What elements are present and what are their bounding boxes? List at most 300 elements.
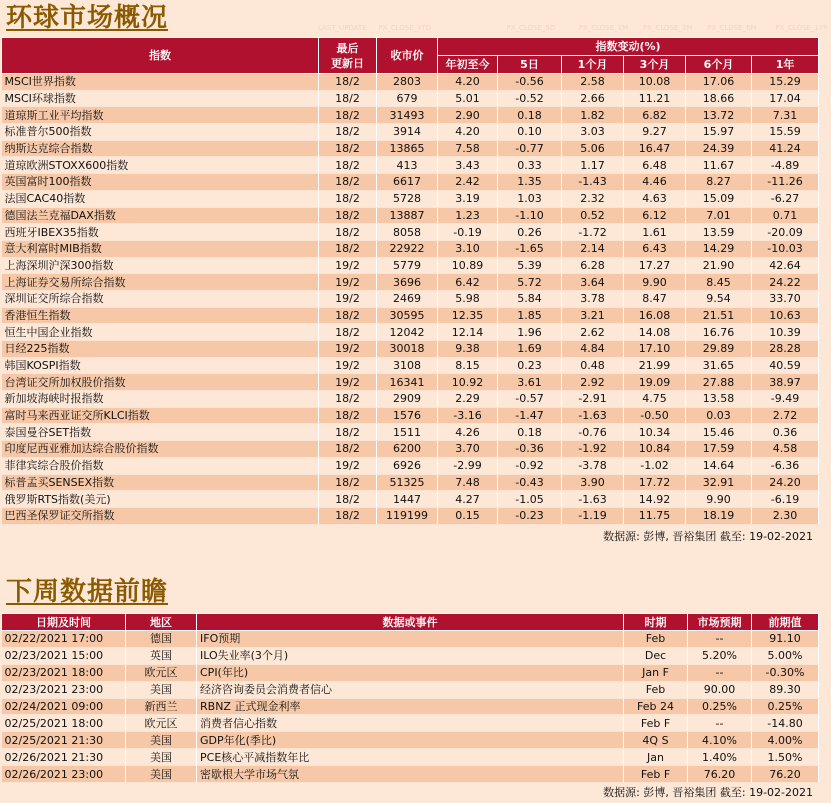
cell-datetime: 02/24/2021 09:00 (2, 698, 126, 715)
field-code-labels (318, 24, 828, 34)
cell-forecast: 1.40% (688, 749, 752, 766)
cell-6m: 32.91 (686, 474, 752, 491)
cell-close: 6200 (377, 441, 438, 458)
cell-5d: -1.10 (498, 207, 562, 224)
cell-event: 密歇根大学市场气氛 (197, 766, 624, 783)
cell-ytd: 8.15 (438, 357, 498, 374)
cell-last-update: 18/2 (319, 441, 377, 458)
cell-ytd: 3.10 (438, 240, 498, 257)
cell-3m: 17.10 (624, 341, 686, 358)
table-row (2, 474, 819, 491)
cell-3m: 16.47 (624, 140, 686, 157)
table-row (2, 698, 819, 715)
cell-ytd: 10.92 (438, 374, 498, 391)
table-row (2, 240, 819, 257)
section-title-week-ahead: 下周数据前瞻 (6, 577, 169, 607)
cell-last-update: 18/2 (319, 391, 377, 408)
col-header-last-update-line2: 更新日 (331, 56, 364, 70)
cell-last-update: 18/2 (319, 474, 377, 491)
cell-index-name: 意大利富时MIB指数 (2, 240, 319, 257)
cell-1m: 2.66 (562, 90, 624, 107)
cell-index-name: 法国CAC40指数 (2, 190, 319, 207)
cell-5d: -0.56 (498, 74, 562, 91)
cell-ytd: 2.42 (438, 174, 498, 191)
cell-6m: 11.67 (686, 157, 752, 174)
cell-ytd: 0.15 (438, 507, 498, 524)
col-header-event: 数据或事件 (197, 614, 624, 631)
cell-6m: 16.76 (686, 324, 752, 341)
cell-period: Feb F (624, 766, 688, 783)
cell-last-update: 18/2 (319, 491, 377, 508)
cell-index-name: 日经225指数 (2, 341, 319, 358)
cell-1m: -0.76 (562, 424, 624, 441)
cell-previous: -0.30% (752, 664, 819, 681)
cell-close: 1576 (377, 407, 438, 424)
table-row (2, 257, 819, 274)
cell-event: RBNZ 正式现金利率 (197, 698, 624, 715)
cell-period: Feb (624, 681, 688, 698)
cell-1y: 7.31 (752, 107, 819, 124)
cell-close: 6926 (377, 457, 438, 474)
cell-last-update: 18/2 (319, 507, 377, 524)
cell-close: 30018 (377, 341, 438, 358)
cell-close: 30595 (377, 307, 438, 324)
cell-1y: -4.89 (752, 157, 819, 174)
cell-datetime: 02/23/2021 23:00 (2, 681, 126, 698)
cell-5d: 5.39 (498, 257, 562, 274)
cell-datetime: 02/25/2021 21:30 (2, 732, 126, 749)
cell-last-update: 18/2 (319, 124, 377, 141)
col-header-period: 时期 (624, 614, 688, 631)
table-row (2, 307, 819, 324)
data-source-note: 数据源: 彭博, 晋裕集团 截至: 19-02-2021 (603, 786, 813, 799)
cell-ytd: 2.90 (438, 107, 498, 124)
cell-ytd: -3.16 (438, 407, 498, 424)
cell-last-update: 19/2 (319, 341, 377, 358)
cell-1y: 2.30 (752, 507, 819, 524)
col-header-index: 指数 (2, 38, 319, 74)
cell-3m: 10.34 (624, 424, 686, 441)
cell-3m: 14.92 (624, 491, 686, 508)
cell-3m: 4.75 (624, 391, 686, 408)
cell-3m: 6.48 (624, 157, 686, 174)
cell-index-name: 巴西圣保罗证交所指数 (2, 507, 319, 524)
cell-5d: 0.18 (498, 107, 562, 124)
cell-region: 美国 (126, 732, 197, 749)
cell-index-name: 道琼斯工业平均指数 (2, 107, 319, 124)
table-row (2, 407, 819, 424)
cell-datetime: 02/22/2021 17:00 (2, 631, 126, 648)
cell-5d: 0.23 (498, 357, 562, 374)
cell-5d: -0.77 (498, 140, 562, 157)
cell-1m: 3.78 (562, 290, 624, 307)
cell-5d: 1.85 (498, 307, 562, 324)
cell-6m: 14.29 (686, 240, 752, 257)
cell-index-name: 泰国曼谷SET指数 (2, 424, 319, 441)
cell-close: 119199 (377, 507, 438, 524)
cell-6m: 15.09 (686, 190, 752, 207)
cell-1y: 4.58 (752, 441, 819, 458)
cell-1m: -1.19 (562, 507, 624, 524)
cell-last-update: 18/2 (319, 107, 377, 124)
cell-ytd: 10.89 (438, 257, 498, 274)
cell-previous: 91.10 (752, 631, 819, 648)
cell-5d: 1.96 (498, 324, 562, 341)
cell-1y: -6.27 (752, 190, 819, 207)
cell-6m: 8.27 (686, 174, 752, 191)
cell-region: 英国 (126, 647, 197, 664)
table-row (2, 274, 819, 291)
cell-datetime: 02/26/2021 21:30 (2, 749, 126, 766)
cell-1m: 2.62 (562, 324, 624, 341)
cell-close: 3108 (377, 357, 438, 374)
cell-datetime: 02/25/2021 18:00 (2, 715, 126, 732)
cell-5d: -0.23 (498, 507, 562, 524)
table-row (2, 424, 819, 441)
cell-datetime: 02/23/2021 18:00 (2, 664, 126, 681)
cell-1y: -10.03 (752, 240, 819, 257)
col-header-last-update-line1: 最后 (336, 41, 359, 55)
col-header-1y: 1年 (752, 56, 819, 74)
cell-forecast: 5.20% (688, 647, 752, 664)
cell-period: Jan (624, 749, 688, 766)
cell-1m: -1.72 (562, 224, 624, 241)
cell-3m: 10.08 (624, 74, 686, 91)
cell-3m: -0.50 (624, 407, 686, 424)
cell-close: 5728 (377, 190, 438, 207)
col-header-forecast: 市场预期 (688, 614, 752, 631)
cell-ytd: 12.35 (438, 307, 498, 324)
table-row (2, 391, 819, 408)
cell-1m: -1.63 (562, 491, 624, 508)
cell-5d: -0.52 (498, 90, 562, 107)
cell-6m: 13.72 (686, 107, 752, 124)
cell-index-name: 道琼欧洲STOXX600指数 (2, 157, 319, 174)
cell-last-update: 18/2 (319, 157, 377, 174)
cell-region: 新西兰 (126, 698, 197, 715)
cell-3m: 6.43 (624, 240, 686, 257)
cell-6m: 31.65 (686, 357, 752, 374)
cell-close: 51325 (377, 474, 438, 491)
cell-ytd: -2.99 (438, 457, 498, 474)
table-row (2, 341, 819, 358)
table-row (2, 664, 819, 681)
cell-ytd: 7.48 (438, 474, 498, 491)
cell-last-update: 18/2 (319, 407, 377, 424)
cell-5d: 0.26 (498, 224, 562, 241)
cell-index-name: 纳斯达克综合指数 (2, 140, 319, 157)
cell-1m: 1.17 (562, 157, 624, 174)
cell-datetime: 02/23/2021 15:00 (2, 647, 126, 664)
cell-1y: 33.70 (752, 290, 819, 307)
field-code: PX_CLOSE_6M (707, 24, 757, 32)
cell-1m: 2.32 (562, 190, 624, 207)
cell-3m: 17.27 (624, 257, 686, 274)
table-row (2, 491, 819, 508)
cell-6m: 21.90 (686, 257, 752, 274)
data-source-note: 数据源: 彭博, 晋裕集团 截至: 19-02-2021 (603, 530, 813, 543)
table-row (2, 174, 819, 191)
cell-last-update: 19/2 (319, 357, 377, 374)
cell-close: 31493 (377, 107, 438, 124)
cell-last-update: 18/2 (319, 424, 377, 441)
table-row (2, 140, 819, 157)
global-markets-table (1, 37, 819, 525)
cell-5d: -1.65 (498, 240, 562, 257)
cell-5d: 1.03 (498, 190, 562, 207)
cell-1y: -6.19 (752, 491, 819, 508)
cell-1y: -9.49 (752, 391, 819, 408)
cell-forecast: 4.10% (688, 732, 752, 749)
cell-1y: 10.63 (752, 307, 819, 324)
table-row (2, 715, 819, 732)
table-row (2, 157, 819, 174)
cell-ytd: 5.01 (438, 90, 498, 107)
cell-6m: 9.90 (686, 491, 752, 508)
cell-index-name: 富时马来西亚证交所KLCI指数 (2, 407, 319, 424)
cell-event: PCE核心平减指数年比 (197, 749, 624, 766)
cell-index-name: MSCI环球指数 (2, 90, 319, 107)
cell-ytd: 3.70 (438, 441, 498, 458)
cell-6m: 27.88 (686, 374, 752, 391)
cell-datetime: 02/26/2021 23:00 (2, 766, 126, 783)
cell-close: 2469 (377, 290, 438, 307)
cell-6m: 9.54 (686, 290, 752, 307)
cell-period: Dec (624, 647, 688, 664)
cell-1y: -6.36 (752, 457, 819, 474)
table-row (2, 631, 819, 648)
cell-ytd: 5.98 (438, 290, 498, 307)
cell-index-name: 深圳证交所综合指数 (2, 290, 319, 307)
cell-3m: 1.61 (624, 224, 686, 241)
cell-previous: 89.30 (752, 681, 819, 698)
cell-last-update: 18/2 (319, 307, 377, 324)
cell-1m: 3.64 (562, 274, 624, 291)
field-code: PX_CLOSE_5D (506, 24, 556, 32)
cell-5d: 0.10 (498, 124, 562, 141)
table-row (2, 224, 819, 241)
cell-1y: 28.28 (752, 341, 819, 358)
cell-6m: 8.45 (686, 274, 752, 291)
cell-5d: -0.92 (498, 457, 562, 474)
cell-3m: 17.72 (624, 474, 686, 491)
col-header-last-update (319, 38, 377, 74)
cell-ytd: 12.14 (438, 324, 498, 341)
cell-forecast: 90.00 (688, 681, 752, 698)
cell-6m: 0.03 (686, 407, 752, 424)
table-row (2, 324, 819, 341)
cell-1y: 15.59 (752, 124, 819, 141)
cell-5d: 5.84 (498, 290, 562, 307)
cell-close: 3696 (377, 274, 438, 291)
cell-1m: -1.43 (562, 174, 624, 191)
cell-5d: -0.43 (498, 474, 562, 491)
cell-6m: 15.46 (686, 424, 752, 441)
cell-region: 欧元区 (126, 664, 197, 681)
cell-index-name: 英国富时100指数 (2, 174, 319, 191)
cell-3m: 10.84 (624, 441, 686, 458)
cell-index-name: 标普孟买SENSEX指数 (2, 474, 319, 491)
cell-1m: 3.21 (562, 307, 624, 324)
cell-1y: 0.36 (752, 424, 819, 441)
table-row (2, 766, 819, 783)
cell-close: 2803 (377, 74, 438, 91)
cell-previous: 4.00% (752, 732, 819, 749)
cell-5d: 0.33 (498, 157, 562, 174)
cell-close: 8058 (377, 224, 438, 241)
cell-5d: -0.36 (498, 441, 562, 458)
cell-last-update: 18/2 (319, 324, 377, 341)
cell-6m: 15.97 (686, 124, 752, 141)
cell-index-name: 印度尼西亚雅加达综合股价指数 (2, 441, 319, 458)
cell-ytd: 3.43 (438, 157, 498, 174)
col-header-1m: 1个月 (562, 56, 624, 74)
cell-1y: 40.59 (752, 357, 819, 374)
cell-5d: 1.69 (498, 341, 562, 358)
cell-3m: 6.12 (624, 207, 686, 224)
cell-1m: 2.58 (562, 74, 624, 91)
table-row (2, 749, 819, 766)
cell-event: 经济咨询委员会消费者信心 (197, 681, 624, 698)
cell-1m: -2.91 (562, 391, 624, 408)
table-row (2, 207, 819, 224)
cell-previous: -14.80 (752, 715, 819, 732)
table-row (2, 190, 819, 207)
cell-last-update: 18/2 (319, 140, 377, 157)
cell-last-update: 19/2 (319, 290, 377, 307)
cell-5d: -0.57 (498, 391, 562, 408)
cell-1m: -3.78 (562, 457, 624, 474)
cell-period: Feb 24 (624, 698, 688, 715)
cell-3m: 6.82 (624, 107, 686, 124)
cell-last-update: 19/2 (319, 274, 377, 291)
cell-5d: -1.05 (498, 491, 562, 508)
cell-6m: 21.51 (686, 307, 752, 324)
cell-6m: 13.58 (686, 391, 752, 408)
cell-1m: 3.03 (562, 124, 624, 141)
col-header-datetime: 日期及时间 (2, 614, 126, 631)
cell-forecast: -- (688, 631, 752, 648)
field-code: PX_CLOSE_YTD (378, 24, 432, 32)
cell-close: 679 (377, 90, 438, 107)
cell-1m: 5.06 (562, 140, 624, 157)
cell-1m: 6.28 (562, 257, 624, 274)
cell-previous: 5.00% (752, 647, 819, 664)
cell-index-name: 德国法兰克福DAX指数 (2, 207, 319, 224)
table-row (2, 74, 819, 91)
table-row (2, 732, 819, 749)
cell-index-name: 台湾证交所加权股价指数 (2, 374, 319, 391)
cell-close: 1511 (377, 424, 438, 441)
cell-close: 2909 (377, 391, 438, 408)
cell-last-update: 18/2 (319, 224, 377, 241)
cell-close: 1447 (377, 491, 438, 508)
cell-index-name: 西班牙IBEX35指数 (2, 224, 319, 241)
cell-index-name: 香港恒生指数 (2, 307, 319, 324)
cell-last-update: 18/2 (319, 190, 377, 207)
cell-last-update: 19/2 (319, 374, 377, 391)
cell-last-update: 18/2 (319, 240, 377, 257)
cell-event: ILO失业率(3个月) (197, 647, 624, 664)
cell-1y: -20.09 (752, 224, 819, 241)
table-row (2, 681, 819, 698)
cell-1m: 2.92 (562, 374, 624, 391)
cell-3m: 9.27 (624, 124, 686, 141)
cell-1m: -1.92 (562, 441, 624, 458)
cell-6m: 17.06 (686, 74, 752, 91)
field-code: PX_CLOSE_3M (642, 24, 693, 32)
cell-1m: 0.52 (562, 207, 624, 224)
cell-ytd: 9.38 (438, 341, 498, 358)
cell-event: CPI(年比) (197, 664, 624, 681)
cell-event: IFO预期 (197, 631, 624, 648)
cell-ytd: 3.19 (438, 190, 498, 207)
cell-forecast: 0.25% (688, 698, 752, 715)
field-code: PX_CLOSE_1YR (775, 24, 828, 32)
cell-3m: -1.02 (624, 457, 686, 474)
field-code: PX_CLOSE_1M (578, 24, 629, 32)
cell-period: Feb (624, 631, 688, 648)
cell-event: GDP年化(季比) (197, 732, 624, 749)
cell-3m: 16.08 (624, 307, 686, 324)
cell-5d: 5.72 (498, 274, 562, 291)
cell-close: 413 (377, 157, 438, 174)
cell-6m: 7.01 (686, 207, 752, 224)
cell-last-update: 18/2 (319, 207, 377, 224)
cell-index-name: MSCI世界指数 (2, 74, 319, 91)
cell-period: 4Q S (624, 732, 688, 749)
cell-close: 22922 (377, 240, 438, 257)
cell-1y: 42.64 (752, 257, 819, 274)
section-title-global-markets: 环球市场概况 (6, 3, 169, 33)
cell-period: Feb F (624, 715, 688, 732)
cell-5d: 1.35 (498, 174, 562, 191)
cell-6m: 14.64 (686, 457, 752, 474)
cell-index-name: 恒生中国企业指数 (2, 324, 319, 341)
table-row (2, 357, 819, 374)
cell-close: 13887 (377, 207, 438, 224)
table-row (2, 374, 819, 391)
cell-close: 12042 (377, 324, 438, 341)
cell-close: 16341 (377, 374, 438, 391)
col-header-3m: 3个月 (624, 56, 686, 74)
cell-last-update: 19/2 (319, 257, 377, 274)
table-row (2, 90, 819, 107)
col-header-ytd: 年初至今 (438, 56, 498, 74)
cell-region: 美国 (126, 749, 197, 766)
cell-previous: 0.25% (752, 698, 819, 715)
cell-3m: 11.75 (624, 507, 686, 524)
cell-index-name: 新加坡海峡时报指数 (2, 391, 319, 408)
cell-region: 美国 (126, 681, 197, 698)
cell-region: 欧元区 (126, 715, 197, 732)
cell-3m: 21.99 (624, 357, 686, 374)
table-row (2, 290, 819, 307)
cell-event: 消费者信心指数 (197, 715, 624, 732)
cell-1y: 2.72 (752, 407, 819, 424)
cell-5d: -1.47 (498, 407, 562, 424)
cell-forecast: -- (688, 664, 752, 681)
cell-3m: 4.46 (624, 174, 686, 191)
cell-6m: 29.89 (686, 341, 752, 358)
cell-3m: 14.08 (624, 324, 686, 341)
cell-6m: 13.59 (686, 224, 752, 241)
cell-6m: 17.59 (686, 441, 752, 458)
cell-last-update: 18/2 (319, 74, 377, 91)
cell-region: 德国 (126, 631, 197, 648)
cell-1y: 24.20 (752, 474, 819, 491)
cell-1m: 4.84 (562, 341, 624, 358)
